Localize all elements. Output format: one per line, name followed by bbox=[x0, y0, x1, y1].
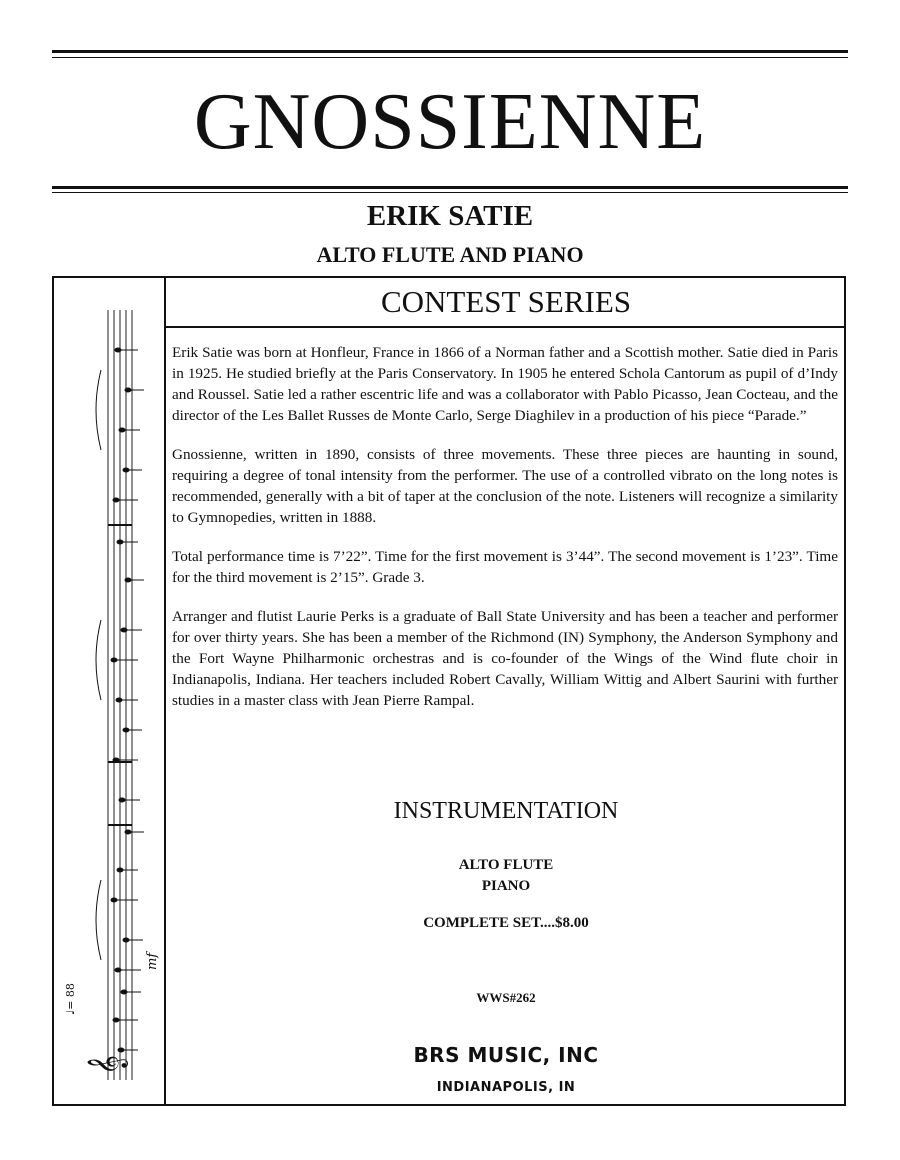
description-text bbox=[172, 342, 838, 729]
part-alto-flute: ALTO FLUTE bbox=[458, 857, 554, 873]
paragraph-arranger: Arranger and flutist Laurie Perks is a graduate of Ball State University and has been a teacher and performer for over thirty years. She has been a member of the Richmond (IN) Symphony, the Anderson Symphony and the Fort Wayne Philharmonic orchestras and is co-founder of the Wings of the Wind flute choir in Indianapolis, Indiana. Her teachers included Robert Cavally, William Wittig and Albert Saurini with further studies in a master class with Jean Pierre Rampal. bbox=[172, 608, 838, 709]
composer-name: ERIK SATIE bbox=[366, 200, 534, 232]
catalog-number: WWS#262 bbox=[476, 990, 536, 1005]
series-rule bbox=[166, 326, 846, 328]
paragraph-biography: Erik Satie was born at Honfleur, France in 1866 of a Norman father and a Scottish mother. Satie died in Paris in 1925. He studied briefly at the Paris Conservatory. In 1905 he entered Schola Cantorum as pupil of d’Indy and Roussel. Satie led a rather escentric life and was a collaborator with Pablo Picasso, Jean Cocteau, and the director of the Les Ballet Russes de Monte Carlo, Serge Diaghilev in a production of his piece “Parade.” bbox=[172, 344, 838, 424]
part-piano: PIANO bbox=[481, 878, 531, 894]
dynamic-marking: mf bbox=[145, 952, 160, 970]
top-rule-thin bbox=[52, 57, 848, 58]
publisher-name: BRS MUSIC, INC bbox=[413, 1043, 599, 1067]
title-rule-thin bbox=[52, 192, 848, 193]
paragraph-about-piece: Gnossienne, written in 1890, consists of three movements. These three pieces are haunting in sound, requiring a degree of tonal intensity from the performer. The use of a controlled vibrato on the long notes is recommended, generally with a bit of taper at the conclusion of the note. Listeners will recognize a similarity to Gymnopedies, written in 1888. bbox=[172, 446, 838, 526]
price: COMPLETE SET....$8.00 bbox=[423, 915, 589, 931]
instrumentation-heading: INSTRUMENTATION bbox=[393, 798, 619, 824]
page-title: GNOSSIENNE bbox=[193, 78, 707, 166]
treble-clef-icon: 𝄞 bbox=[87, 1054, 127, 1075]
score-excerpt-image bbox=[56, 280, 162, 1102]
publisher-city: INDIANAPOLIS, IN bbox=[436, 1080, 576, 1095]
instrumentation-subtitle: ALTO FLUTE AND PIANO bbox=[316, 242, 584, 267]
top-rule-thick bbox=[52, 50, 848, 53]
series-heading: CONTEST SERIES bbox=[380, 284, 632, 319]
title-rule-thick bbox=[52, 186, 848, 189]
content-box-divider bbox=[164, 276, 166, 1106]
tempo-marking: ♩= 88 bbox=[64, 983, 77, 1015]
paragraph-timing: Total performance time is 7’22”. Time for the first movement is 3’44”. The second movement is 1’23”. Time for the third movement is 2’15”. Grade 3. bbox=[172, 548, 838, 586]
